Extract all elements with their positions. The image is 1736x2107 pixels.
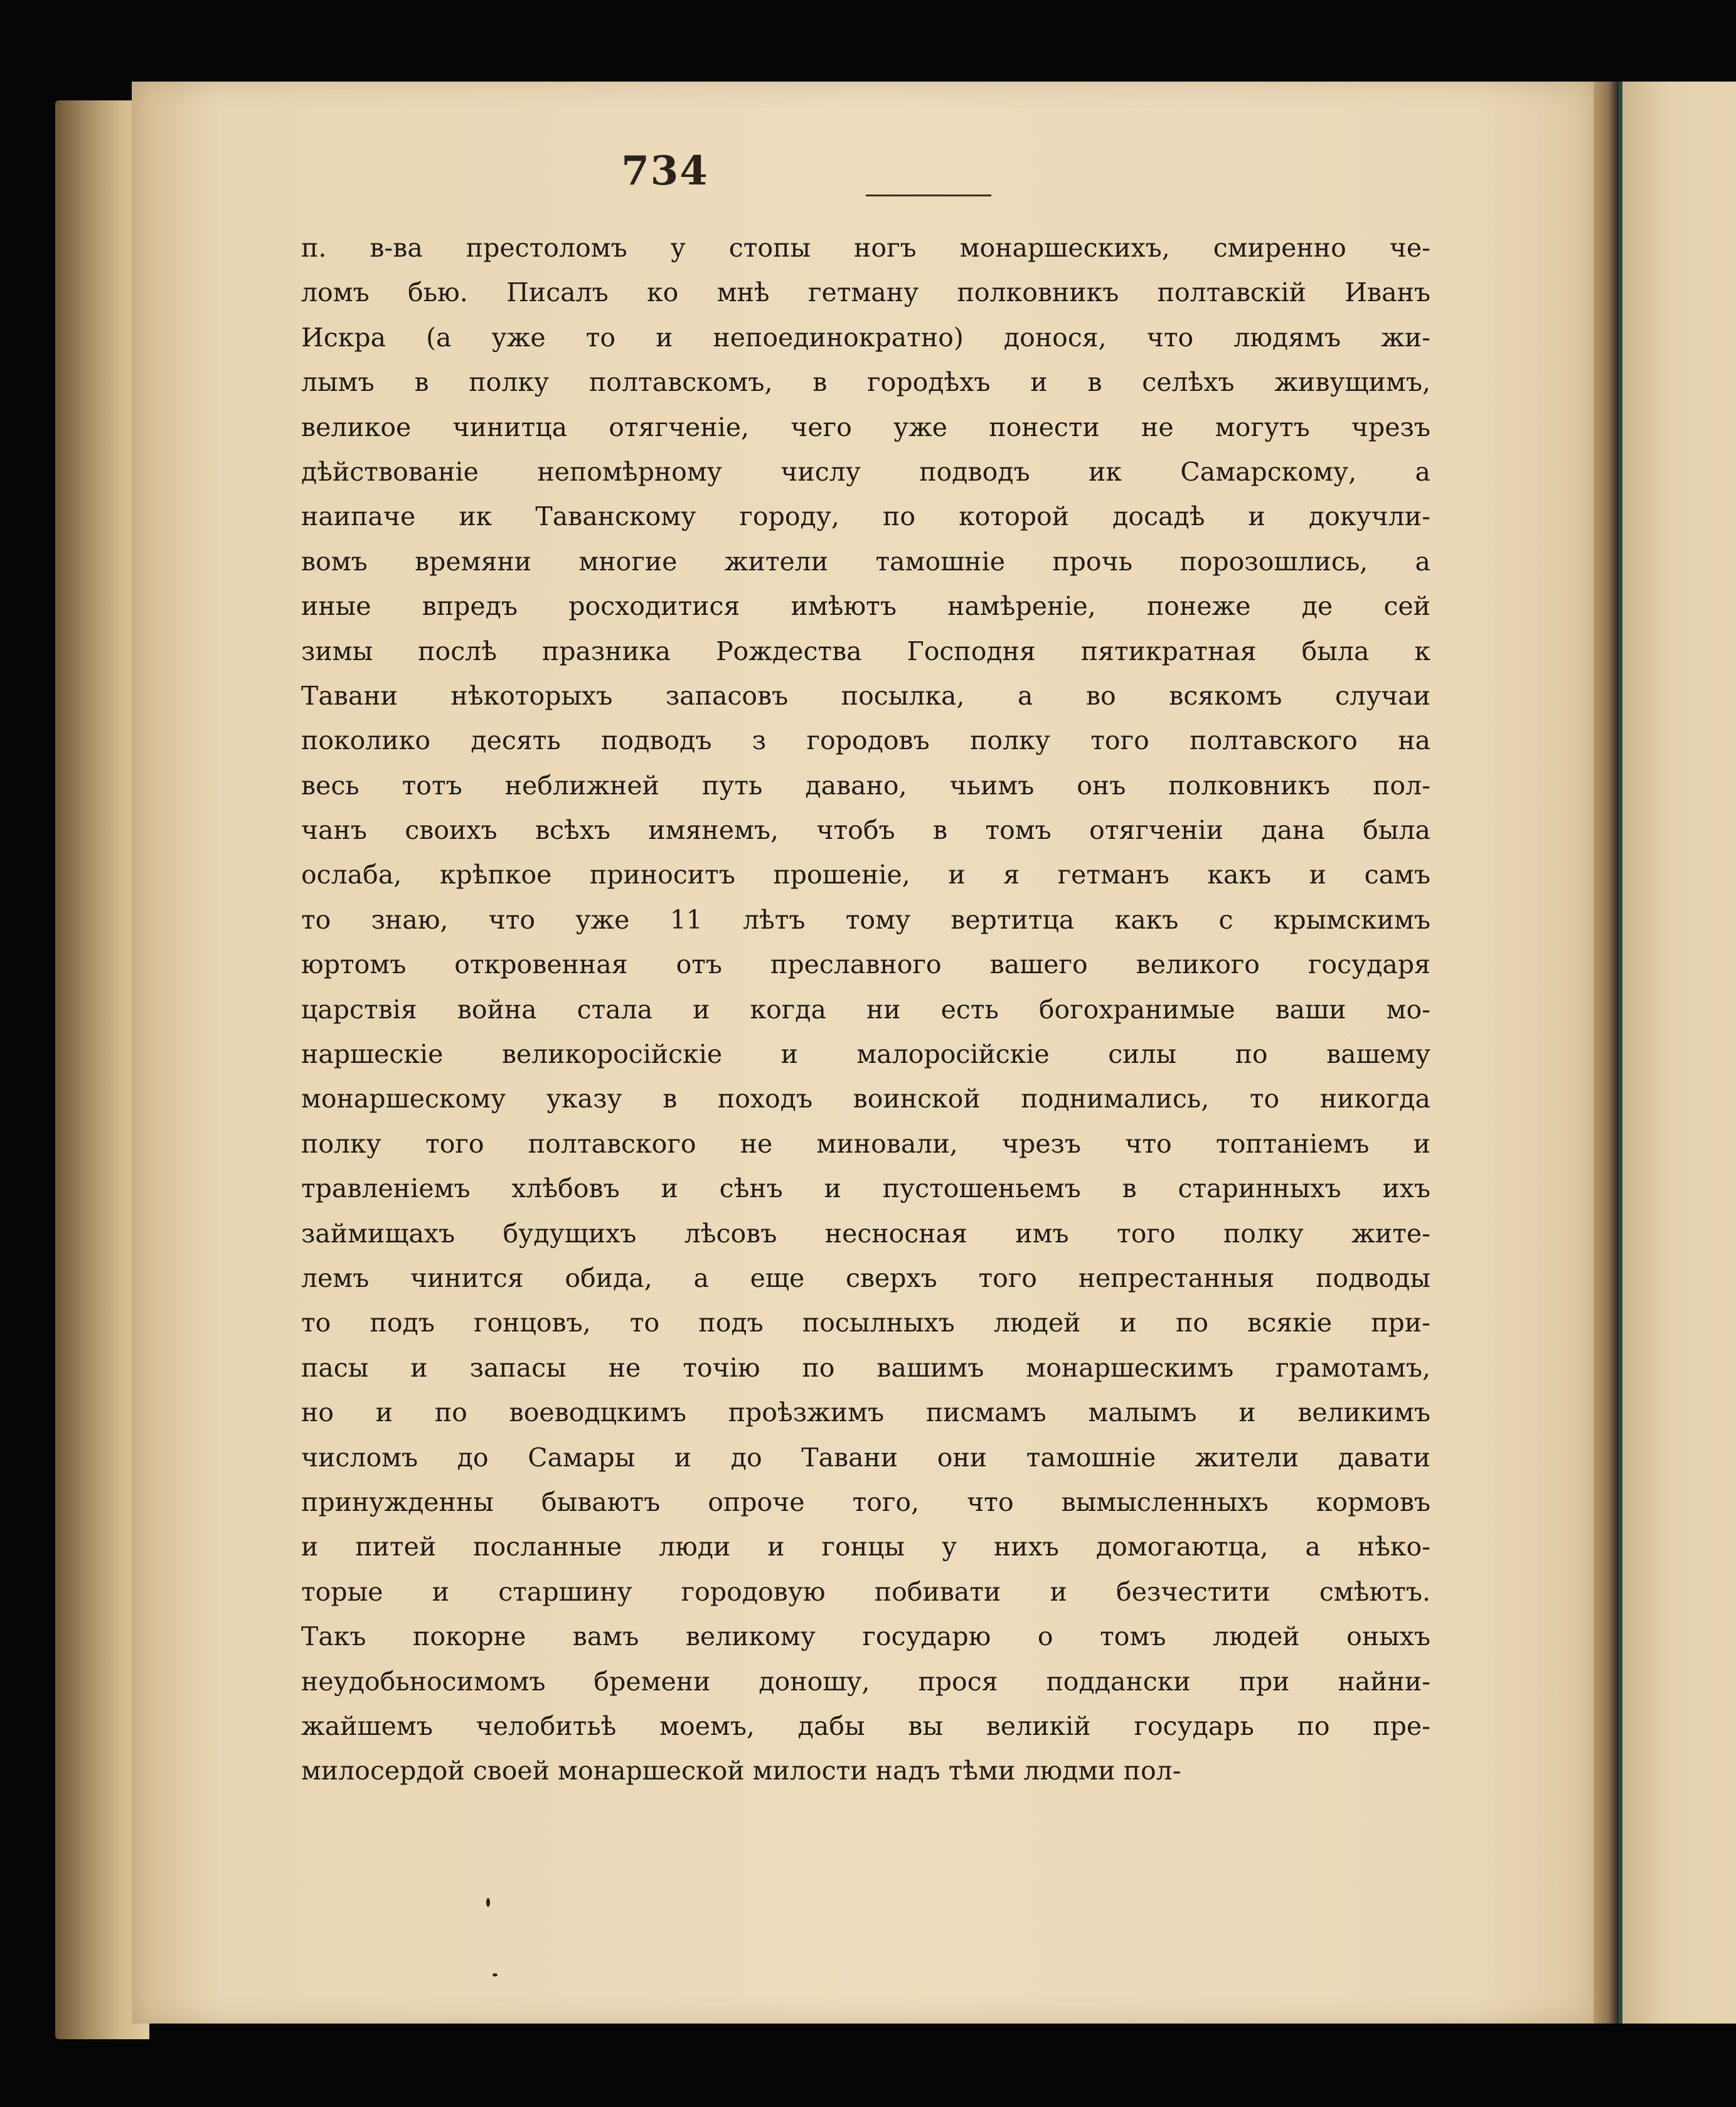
text-line: поколико десять подводъ з городовъ полку того полтавского на <box>301 725 1430 756</box>
text-line: и питей посланные люди и гонцы у нихъ домогаютца, а нѣко- <box>301 1532 1430 1562</box>
page-body-text <box>301 226 1430 1794</box>
text-line: принужденны бываютъ опроче того, что вымысленныхъ кормовъ <box>301 1486 1430 1517</box>
text-line: зимы послѣ празника Рождества Господня пятикратная была к <box>301 636 1430 666</box>
text-line: числомъ до Самары и до Тавани они тамошніе жители давати <box>301 1442 1430 1473</box>
text-line: ломъ бью. Писалъ ко мнѣ гетману полковникъ полтавскій Иванъ <box>301 277 1430 308</box>
text-line: великое чинитца отягченіе, чего уже понести не могутъ чрезъ <box>301 412 1430 442</box>
text-line: но и по воеводцкимъ проѣзжимъ писмамъ малымъ и великимъ <box>301 1397 1430 1428</box>
text-line: жайшемъ челобитьѣ моемъ, дабы вы великій государь по пре- <box>301 1710 1430 1741</box>
text-line: вомъ времяни многие жители тамошніе прочь порозошлись, а <box>301 546 1430 577</box>
text-line: Тавани нѣкоторыхъ запасовъ посылка, а во всякомъ случаи <box>301 680 1430 711</box>
book-gutter <box>1594 82 1619 2024</box>
text-line: лымъ в полку полтавскомъ, в городѣхъ и в селѣхъ живущимъ, <box>301 367 1430 398</box>
text-line: Искра (а уже то и непоединократно) донося, что людямъ жи- <box>301 322 1430 353</box>
text-line: торые и старшину городовую побивати и безчестити смѣютъ. <box>301 1576 1430 1607</box>
text-line: чанъ своихъ всѣхъ имянемъ, чтобъ в томъ отягченіи дана была <box>301 815 1430 846</box>
text-line: милосердой своей монаршеской милости надъ тѣми людми пол- <box>301 1756 1181 1786</box>
text-line: весь тотъ неближней путь давано, чьимъ онъ полковникъ пол- <box>301 770 1430 801</box>
ink-speck <box>493 1973 498 1976</box>
page-number: 734 <box>621 147 709 195</box>
text-line: травленіемъ хлѣбовъ и сѣнъ и пустошеньемъ в старинныхъ ихъ <box>301 1173 1430 1204</box>
text-line: дѣйствованіе непомѣрному числу подводъ ик Самарскому, а <box>301 456 1430 487</box>
text-line: займищахъ будущихъ лѣсовъ несносная имъ того полку жите- <box>301 1218 1430 1249</box>
text-line: монаршескому указу в походъ воинской поднимались, то никогда <box>301 1084 1430 1114</box>
text-line: царствія война стала и когда ни есть богохранимые ваши мо- <box>301 994 1430 1025</box>
text-line: ослаба, крѣпкое приноситъ прошеніе, и я гетманъ какъ и самъ <box>301 860 1430 890</box>
text-line: лемъ чинится обида, а еще сверхъ того непрестанныя подводы <box>301 1262 1430 1293</box>
text-line: полку того полтавского не миновали, чрезъ что топтаніемъ и <box>301 1128 1430 1159</box>
text-line: Такъ покорне вамъ великому государю о томъ людей оныхъ <box>301 1621 1430 1652</box>
text-line: наипаче ик Таванскому городу, по которой досадѣ и докучли- <box>301 501 1430 532</box>
ink-speck <box>486 1898 490 1907</box>
text-line: юртомъ откровенная отъ преславного вашего великого государя <box>301 949 1430 980</box>
text-line: неудобьносимомъ бремени доношу, прося поддански при найни- <box>301 1666 1430 1697</box>
text-line: наршескіе великоросійскіе и малоросійскіе силы по вашему <box>301 1039 1430 1070</box>
text-line: то знаю, что уже 11 лѣтъ тому вертитца какъ с крымскимъ <box>301 904 1430 935</box>
text-line: пасы и запасы не точію по вашимъ монаршескимъ грамотамъ, <box>301 1352 1430 1383</box>
facing-page-edge <box>1619 82 1736 2024</box>
text-line: п. в-ва престоломъ у стопы ногъ монаршескихъ, смиренно че- <box>301 233 1430 263</box>
text-line: иные впредъ росходитися имѣютъ намѣреніе, понеже де сей <box>301 591 1430 622</box>
text-line: то подъ гонцовъ, то подъ посылныхъ людей и по всякіе при- <box>301 1308 1430 1338</box>
page-number-rule <box>866 195 991 196</box>
